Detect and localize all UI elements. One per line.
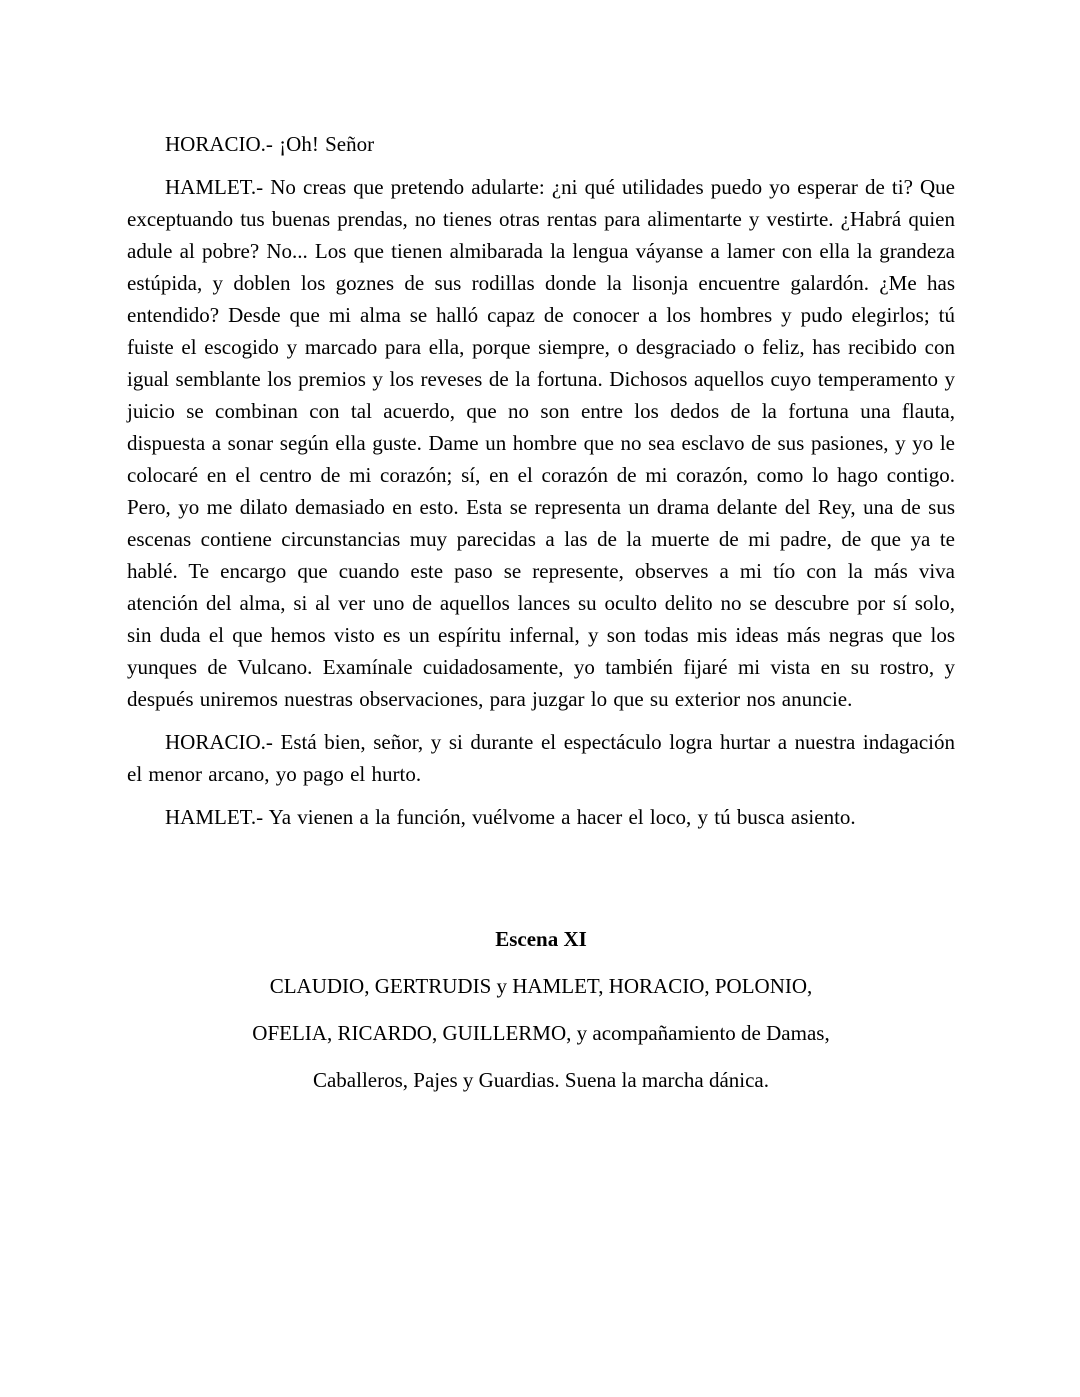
cast-line-2: OFELIA, RICARDO, GUILLERMO, y acompañamiento de Damas, [252,1021,830,1045]
cast-line-3: Caballeros, Pajes y Guardias. Suena la marcha dánica. [312,1068,769,1092]
dialogue-paragraph-horacio-2: HORACIO.- Está bien, señor, y si durante el espectáculo logra hurtar a nuestra indagación el menor arcano, yo pago el hurto. [127,730,955,786]
scene-heading: Escena XI [495,927,587,951]
dialogue-paragraph-hamlet-1: HAMLET.- No creas que pretendo adularte: ¿ni qué utilidades puedo yo esperar de ti? Que exceptuando tus buenas prendas, no tienes otras rentas para alimentarte y vestirte. ¿Habrá quien adule al pobre? No... Los que tienen almibarada la lengua váyanse a lamer con ella la grandeza estúpida, y doblen los goznes de sus rodillas donde la lisonja encuentre galardón. ¿Me has entendido? Desde que mi alma se halló capaz de conocer a los hombres y pudo elegirlos; tú fuiste el escogido y marcado para ella, porque siempre, o desgraciado o feliz, has recibido con igual semblante los premios y los reveses de la fortuna. Dichosos aquellos cuyo temperamento y juicio se combinan con tal acuerdo, que no son entre los dedos de la fortuna una flauta, dispuesta a sonar según ella guste. Dame un hombre que no sea esclavo de sus pasiones, y yo le colocaré en el centro de mi corazón; sí, en el corazón de mi corazón, como lo hago contigo. Pero, yo me dilato demasiado en esto. Esta se representa un drama delante del Rey, una de sus escenas contiene circunstancias muy parecidas a las de la muerte de mi padre, de que ya te hablé. Te encargo que cuando este paso se represente, observes a mi tío con la más viva atención del alma, si al ver uno de aquellos lances su oculto delito no se descubre por sí solo, sin duda el que hemos visto es un espíritu infernal, y son todas mis ideas más negras que los yunques de Vulcano. Examínale cuidadosamente, yo también fijaré mi vista en su rostro, y después uniremos nuestras observaciones, para juzgar lo que su exterior nos anuncie. [127,175,955,711]
dialogue-paragraph-hamlet-2: HAMLET.- Ya vienen a la función, vuélvome a hacer el loco, y tú busca asiento. [165,805,856,829]
cast-line-1: CLAUDIO, GERTRUDIS y HAMLET, HORACIO, POLONIO, [269,974,813,998]
dialogue-paragraph-horacio-1: HORACIO.- ¡Oh! Señor [165,132,375,156]
